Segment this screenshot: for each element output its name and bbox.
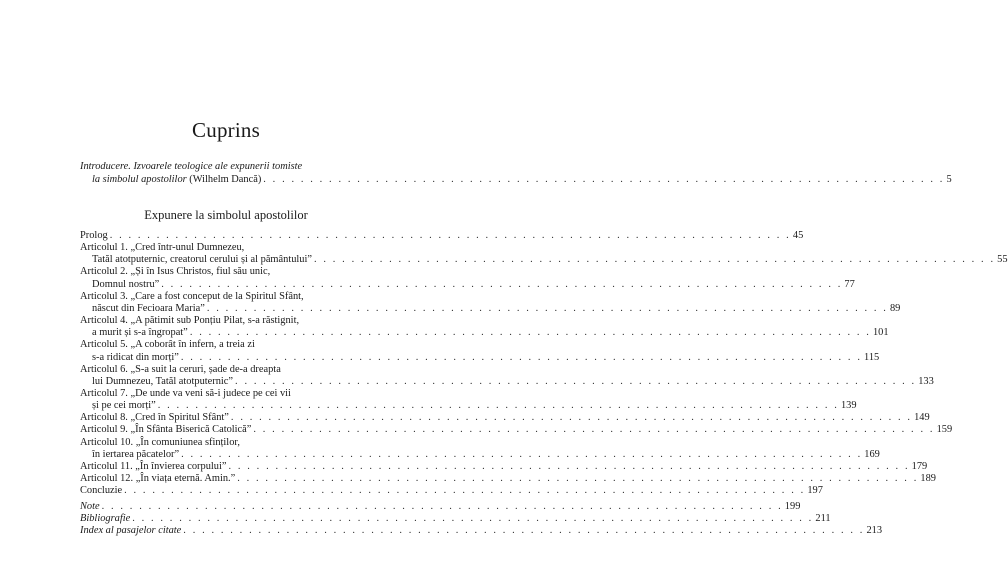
toc-entry-8-row [80,411,930,424]
intro-line-1: Introducere. Izvoarele teologice ale expunerii tomiste [80,161,303,172]
toc-entry-11-page-number: 179 [911,460,928,472]
toc-entry-9-page-number: 159 [936,424,953,436]
toc-entry-2-label: Domnul nostru” [92,278,160,290]
toc-entry-9-label: Articolul 9. „În Sfânta Biserică Catolică” [80,424,252,436]
toc-entry-5-row [92,351,880,364]
toc-entry-5-line: Articolul 5. „A coborât în infern, a treia zi [80,339,255,351]
section-title: Expunere la simbolul apostolilor [144,208,308,222]
back-matter-1-page-number: 211 [815,513,831,525]
toc-entry-8-label: Articolul 8. „Cred în Spiritul Sfânt” [80,412,229,424]
toc-entry-12-label: Articolul 12. „În viața eternă. Amin.” [80,473,236,484]
toc-entry-3-label: născut din Fecioara Maria” [92,302,205,314]
toc-entry-6-row [92,375,934,388]
toc-entry-12-page-number: 189 [920,473,936,484]
leader-dots: . . . . . . . . . . . . . . . . . . . . . . . . . . . . . . . . . . . . . . . . . . . . . . . . . . . . . . . . . . . . . . . . . . . . . . . . . [183,525,865,537]
leader-dots: . . . . . . . . . . . . . . . . . . . . . . . . . . . . . . . . . . . . . . . . . . . . . . . . . . . . . . . . . . . . . . . . . . . . . . . . . [206,302,888,314]
leader-dots: . . . . . . . . . . . . . . . . . . . . . . . . . . . . . . . . . . . . . . . . . . . . . . . . . . . . . . . . . . . . . . . . . . . . . . . . . [157,400,839,412]
toc-entry-3-line: Articolul 3. „Care a fost conceput de la Spiritul Sfânt, [80,290,304,302]
toc-entry-6-label: lui Dumnezeu, Tatăl atotputernic” [92,375,234,387]
leader-dots: . . . . . . . . . . . . . . . . . . . . . . . . . . . . . . . . . . . . . . . . . . . . . . . . . . . . . . . . . . . . . . . . . . . . . . . . . [101,501,783,512]
toc-entry-5-label: s-a ridicat din morți” [92,351,179,363]
leader-dots: . . . . . . . . . . . . . . . . . . . . . . . . . . . . . . . . . . . . . . . . . . . . . . . . . . . . . . . . . . . . . . . . . . . . . . . . . [313,254,996,266]
toc-entry-9-row [80,423,953,436]
toc-entry-11-label: Articolul 11. „În învierea corpului” [80,460,227,472]
toc-entry-1-row [92,253,1008,266]
toc-entry-4-label: a murit și s-a îngropat” [92,327,188,339]
leader-dots: . . . . . . . . . . . . . . . . . . . . . . . . . . . . . . . . . . . . . . . . . . . . . . . . . . . . . . . . . . . . . . . . . . . . . . . . . [230,412,913,424]
toc-entry-7-page-number: 139 [840,400,857,412]
toc-entry-0-row [80,229,804,242]
toc-entry-2-line: Articolul 2. „Și în Isus Christos, fiul său unic, [80,266,271,278]
leader-dots: . . . . . . . . . . . . . . . . . . . . . . . . . . . . . . . . . . . . . . . . . . . . . . . . . . . . . . . . . . . . . . . . . . . . . . . . . [124,485,806,497]
leader-dots: . . . . . . . . . . . . . . . . . . . . . . . . . . . . . . . . . . . . . . . . . . . . . . . . . . . . . . . . . . . . . . . . . . . . . . . . . [189,327,871,339]
leader-dots: . . . . . . . . . . . . . . . . . . . . . . . . . . . . . . . . . . . . . . . . . . . . . . . . . . . . . . . . . . . . . . . . . . . . . . . . . [109,230,791,241]
toc-entry-10-row [92,448,880,461]
toc-entry-11-row [80,460,928,473]
intro-subtitle: la simbolul apostolilor [92,174,187,185]
back-matter-2-row [80,524,883,537]
toc-entry-7-row [92,399,857,412]
leader-dots: . . . . . . . . . . . . . . . . . . . . . . . . . . . . . . . . . . . . . . . . . . . . . . . . . . . . . . . . . . . . . . . . . . . . . . . . . [228,460,910,472]
leader-dots: . . . . . . . . . . . . . . . . . . . . . . . . . . . . . . . . . . . . . . . . . . . . . . . . . . . . . . . . . . . . . . . . . . . . . . . . . [181,448,863,460]
back-matter-1-row [80,512,831,525]
toc-entry-0-page-number: 45 [792,230,804,241]
leader-dots: . . . . . . . . . . . . . . . . . . . . . . . . . . . . . . . . . . . . . . . . . . . . . . . . . . . . . . . . . . . . . . . . . . . . . . . . . [161,278,843,290]
toc-entry-6-line: Articolul 6. „S-a suit la ceruri, șade de-a dreapta [80,363,281,375]
page-title: Cuprins [192,118,260,142]
back-matter-1-label: Bibliografie [80,513,131,525]
back-matter-2-page-number: 213 [866,525,883,537]
toc-entry-5-page-number: 115 [864,351,880,363]
toc-entry-1-page-number: 55 [997,254,1008,266]
toc-entry-10-line: Articolul 10. „În comuniunea sfinților, [80,436,241,448]
toc-entry-4-row [92,326,889,339]
toc-entry-4-page-number: 101 [872,327,889,339]
toc-entry-7-label: și pe cei morți” [92,400,156,412]
leader-dots: . . . . . . . . . . . . . . . . . . . . . . . . . . . . . . . . . . . . . . . . . . . . . . . . . . . . . . . . . . . . . . . . . . . . . . . . . [253,424,935,436]
toc-entry-1-label: Tatăl atotputernic, creatorul cerului și al pământului” [92,254,312,266]
toc-entry-6-page-number: 133 [918,375,934,387]
intro-page-number: 5 [946,174,952,185]
intro-line-2 [92,173,952,186]
toc-entry-8-page-number: 149 [914,412,930,424]
back-matter-0-page-number: 199 [784,501,801,512]
toc-entry-2-row [92,278,855,291]
intro-author: (Wilhelm Dancă) [186,174,262,185]
leader-dots: . . . . . . . . . . . . . . . . . . . . . . . . . . . . . . . . . . . . . . . . . . . . . . . . . . . . . . . . . . . . . . . . . . . . . . . . . [263,174,945,185]
toc-entry-7-line: Articolul 7. „De unde va veni să-i judece pe cei vii [80,387,291,399]
toc-entry-12-row [80,472,936,485]
toc-entry-1-line: Articolul 1. „Cred într-unul Dumnezeu, [80,242,245,254]
back-matter-2-label: Index al pasajelor citate [80,525,182,537]
toc-entry-3-row [92,302,901,315]
toc-entry-0-label: Prolog [80,230,108,241]
toc-entry-13-row [80,484,823,497]
toc-entry-13-label: Concluzie [80,485,123,497]
leader-dots: . . . . . . . . . . . . . . . . . . . . . . . . . . . . . . . . . . . . . . . . . . . . . . . . . . . . . . . . . . . . . . . . . . . . . . . . . [237,473,919,484]
toc-entry-10-label: în iertarea păcatelor” [92,448,180,460]
toc-entry-3-page-number: 89 [889,302,901,314]
back-matter-0-row [80,500,801,513]
toc-entry-4-line: Articolul 4. „A pătimit sub Ponțiu Pilat, s-a răstignit, [80,315,300,327]
leader-dots: . . . . . . . . . . . . . . . . . . . . . . . . . . . . . . . . . . . . . . . . . . . . . . . . . . . . . . . . . . . . . . . . . . . . . . . . . [180,351,863,363]
toc-entry-10-page-number: 169 [864,448,880,460]
leader-dots: . . . . . . . . . . . . . . . . . . . . . . . . . . . . . . . . . . . . . . . . . . . . . . . . . . . . . . . . . . . . . . . . . . . . . . . . . [132,513,814,525]
back-matter-0-label: Note [80,501,100,512]
toc-entry-2-page-number: 77 [844,278,855,290]
toc-entry-13-page-number: 197 [807,485,823,497]
leader-dots: . . . . . . . . . . . . . . . . . . . . . . . . . . . . . . . . . . . . . . . . . . . . . . . . . . . . . . . . . . . . . . . . . . . . . . . . . [235,375,917,387]
